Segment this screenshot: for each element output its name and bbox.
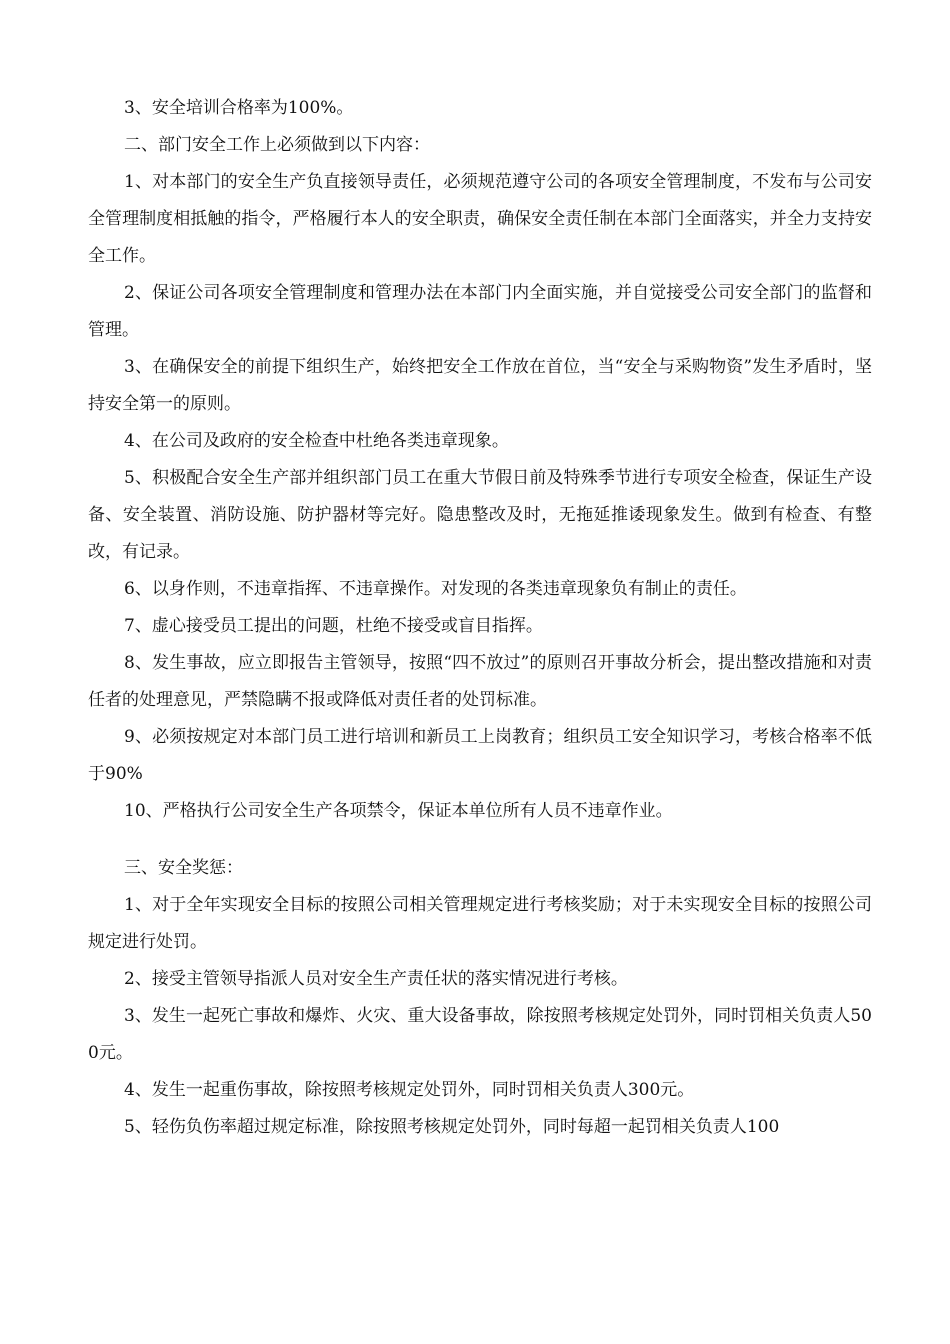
paragraph-reward-5: 5、轻伤负伤率超过规定标准，除按照考核规定处罚外，同时每超一起罚相关负责人100 [124,1117,780,1137]
section-heading-rewards-penalties: 三、安全奖惩： [124,858,243,878]
paragraph-duty-3: 3、在确保安全的前提下组织生产，始终把安全工作放在首位，当“安全与采购物资”发生矛盾时，坚持安全第一的原则。 [88,357,872,414]
document-page [88,90,872,1146]
paragraph-duty-9: 9、必须按规定对本部门员工进行培训和新员工上岗教育；组织员工安全知识学习，考核合格率不低于90% [88,727,872,784]
paragraph-reward-2: 2、接受主管领导指派人员对安全生产责任状的落实情况进行考核。 [124,969,628,989]
paragraph-reward-1: 1、对于全年实现安全目标的按照公司相关管理规定进行考核奖励；对于未实现安全目标的按照公司规定进行处罚。 [88,895,872,952]
paragraph-duty-8: 8、发生事故，应立即报告主管领导，按照“四不放过”的原则召开事故分析会，提出整改措施和对责任者的处理意见，严禁隐瞒不报或降低对责任者的处罚标准。 [88,653,872,710]
paragraph-duty-10: 10、严格执行公司安全生产各项禁令，保证本单位所有人员不违章作业。 [124,801,673,821]
paragraph-duty-4: 4、在公司及政府的安全检查中杜绝各类违章现象。 [124,431,509,451]
paragraph-duty-5: 5、积极配合安全生产部并组织部门员工在重大节假日前及特殊季节进行专项安全检查，保证生产设备、安全装置、消防设施、防护器材等完好。隐患整改及时，无拖延推诿现象发生。做到有检查、有整改，有记录。 [88,468,872,562]
paragraph-duty-7: 7、虚心接受员工提出的问题，杜绝不接受或盲目指挥。 [124,616,543,636]
paragraph-duty-2: 2、保证公司各项安全管理制度和管理办法在本部门内全面实施，并自觉接受公司安全部门的监督和管理。 [88,283,872,340]
section-heading-department-duties: 二、部门安全工作上必须做到以下内容： [124,135,430,155]
paragraph-duty-1: 1、对本部门的安全生产负直接领导责任，必须规范遵守公司的各项安全管理制度，不发布与公司安全管理制度相抵触的指令，严格履行本人的安全职责，确保安全责任制在本部门全面落实，并全力支持安全工作。 [88,172,872,266]
paragraph-duty-6: 6、以身作则，不违章指挥、不违章操作。对发现的各类违章现象负有制止的责任。 [124,579,747,599]
paragraph-reward-3: 3、发生一起死亡事故和爆炸、火灾、重大设备事故，除按照考核规定处罚外，同时罚相关负责人500元。 [88,1006,872,1063]
paragraph-reward-4: 4、发生一起重伤事故，除按照考核规定处罚外，同时罚相关负责人300元。 [124,1080,695,1100]
paragraph-training-pass-rate: 3、安全培训合格率为100%。 [124,98,354,118]
